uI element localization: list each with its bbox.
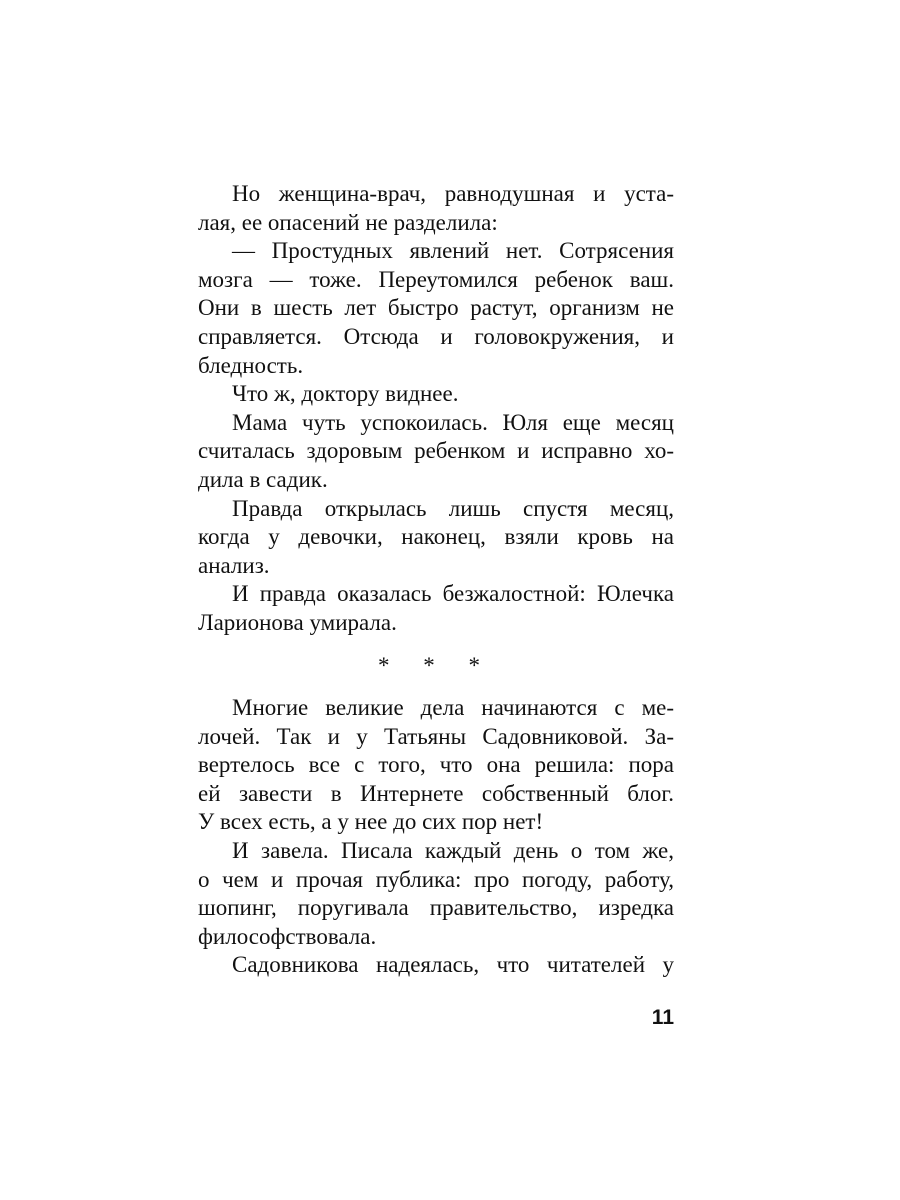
- text-line: вертелось все с того, что она решила: пора: [198, 752, 674, 778]
- text-line: лочей. Так и у Татьяны Садовниковой. За-: [198, 723, 674, 749]
- text-section-before-break: [198, 180, 674, 638]
- text-line: Ларионова умирала.: [198, 609, 397, 635]
- text-line: справляется. Отсюда и головокружения, и: [198, 323, 674, 349]
- text-line: когда у девочки, наконец, взяли кровь на: [198, 524, 674, 550]
- text-line: Многие великие дела начинаются с ме-: [232, 695, 674, 721]
- text-line: дила в садик.: [198, 466, 328, 492]
- text-line: Мама чуть успокоилась. Юля еще месяц: [232, 409, 674, 435]
- text-line: философствовала.: [198, 923, 377, 949]
- text-line: Что ж, доктору виднее.: [232, 381, 459, 407]
- text-line: Но женщина-врач, равнодушная и уста-: [232, 181, 674, 206]
- text-line: — Простудных явлений нет. Сотрясения: [232, 238, 674, 264]
- text-section-after-break: [198, 694, 674, 980]
- text-line: И завела. Писала каждый день о том же,: [232, 838, 674, 864]
- page-number: 11: [651, 1006, 674, 1029]
- text-line: И правда оказалась безжалостной: Юлечка: [232, 581, 674, 607]
- text-line: Они в шесть лет быстро растут, организм не: [198, 295, 674, 321]
- text-line: Правда открылась лишь спустя месяц,: [232, 495, 674, 521]
- text-line: лая, ее опасений не разделила:: [198, 209, 498, 235]
- section-separator: * * *: [378, 652, 494, 678]
- text-line: ей завести в Интернете собственный блог.: [198, 780, 674, 806]
- text-line: считалась здоровым ребенком и исправно хо-: [198, 438, 674, 464]
- text-line: шопинг, поругивала правительство, изредка: [198, 895, 674, 921]
- text-line: У всех есть, а у нее до сих пор нет!: [198, 809, 544, 835]
- text-line: мозга — тоже. Переутомился ребенок ваш.: [198, 266, 674, 292]
- text-line: анализ.: [198, 552, 270, 578]
- text-line: Садовникова надеялась, что читателей у: [232, 952, 674, 978]
- text-line: о чем и прочая публика: про погоду, работу,: [198, 866, 674, 892]
- book-page-text: [198, 180, 674, 980]
- text-line: бледность.: [198, 352, 304, 378]
